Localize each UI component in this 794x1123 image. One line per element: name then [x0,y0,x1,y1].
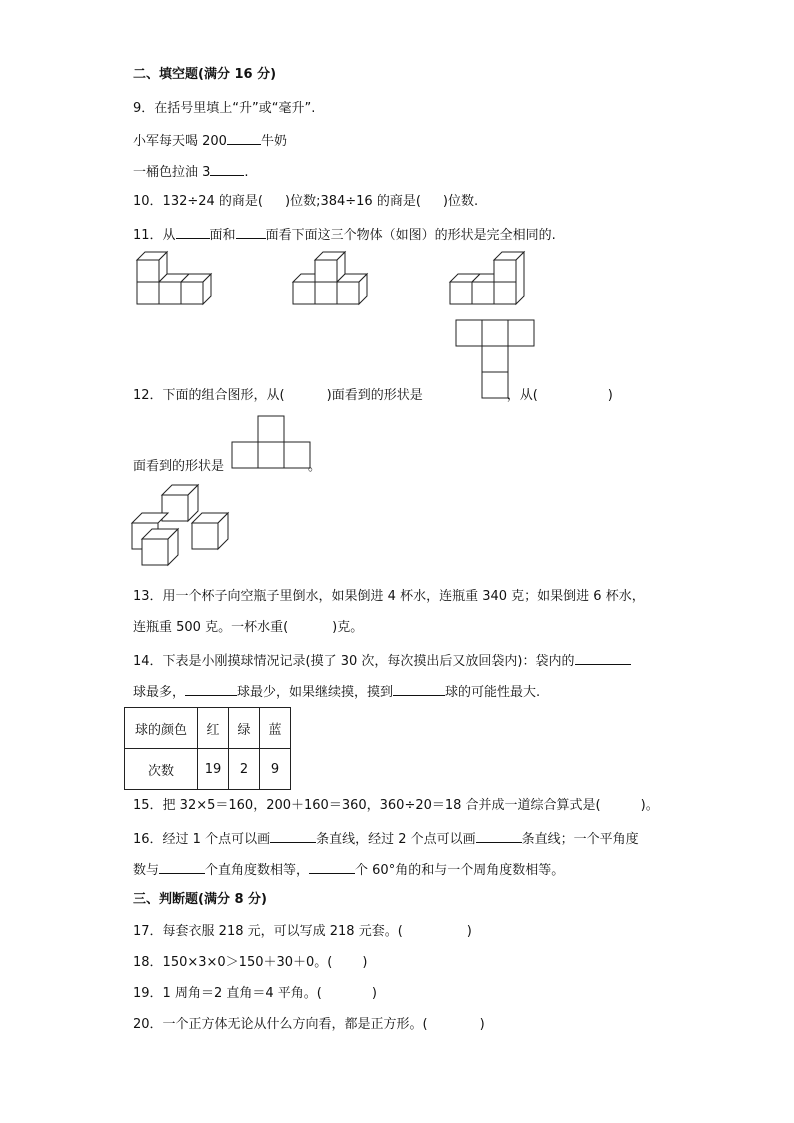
section-heading-fill: 二、填空题(满分 16 分) [133,67,277,82]
question-13-line-1: 13．用一个杯子向空瓶子里倒水，如果倒进 4 杯水，连瓶重 340 克；如果倒进 6 杯水， [133,589,645,604]
q12-text-d: ) [607,388,613,403]
q16-text-f: 个 60°角的和与一个周角度数相等。 [355,863,565,878]
question-12-line-2 [133,458,321,476]
q12-text-a: 12．下面的组合图形，从( [133,388,285,403]
section-heading-judge: 三、判断题(满分 8 分) [133,892,267,907]
q11-object-c-figure [450,252,540,304]
q12-cube-cross-figure [132,485,232,557]
q17-text-b: ) [466,924,472,939]
question-16-line-1 [133,828,639,849]
q12-text-b: )面看到的形状是 [326,388,423,403]
q14-text-b: 球最少，如果继续摸，摸到 [237,685,394,700]
q16-text-a: 16．经过 1 个点可以画 [133,832,271,847]
question-13-line-2 [133,619,363,637]
q18-text-b: ) [362,955,368,970]
answer-blank[interactable] [185,681,237,696]
q16-text-b: 条直线，经过 2 个点可以画 [316,832,476,847]
question-18 [133,954,367,972]
q14-text-a: 球最多， [133,685,186,700]
table-cell: 9 [260,749,291,790]
q10-text-a: 10．132÷24 的商是( [133,194,263,209]
table-cell: 19 [198,749,229,790]
question-9-stem: 9．在括号里填上“升”或“毫升”. [133,101,316,116]
table-row [125,708,291,749]
q20-text-a: 20．一个正方体无论从什么方向看，都是正方形。( [133,1017,428,1032]
answer-blank[interactable] [270,828,316,843]
question-14-line-2 [133,681,540,702]
question-14-line-1 [133,650,631,671]
ball-tally-table [124,707,291,790]
question-16-line-2 [133,859,564,880]
q17-text-a: 17．每套衣服 218 元，可以写成 218 元套。( [133,924,403,939]
answer-blank[interactable] [393,681,445,696]
question-9-line-1 [133,130,287,151]
table-cell: 红 [198,708,229,749]
q11-text-b: 面和 [209,228,236,243]
answer-blank[interactable] [309,859,355,874]
q9-line1-tail: 牛奶 [260,134,287,149]
q19-text-b: ) [371,986,377,1001]
q19-text-a: 19．1 周角＝2 直角＝4 平角。( [133,986,322,1001]
table-cell: 2 [229,749,260,790]
answer-blank[interactable] [176,224,210,239]
question-20 [133,1016,485,1034]
table-row [125,749,291,790]
table-header-cell: 球的颜色 [125,708,198,749]
answer-blank[interactable] [210,161,244,176]
question-17 [133,923,472,941]
q14-line1-text: 14．下表是小刚摸球情况记录(摸了 30 次，每次摸出后又放回袋内)：袋内的 [133,654,575,669]
q13-text-a: 连瓶重 500 克。一杯水重( [133,620,289,635]
q16-text-d: 数与 [133,863,160,878]
table-cell: 绿 [229,708,260,749]
q11-text-a: 11．从 [133,228,176,243]
answer-blank[interactable] [575,650,631,665]
answer-blank[interactable] [227,130,261,145]
q18-text-a: 18．150×3×0＞150＋30＋0。( [133,955,333,970]
question-9-line-2 [133,161,249,182]
q11-object-a-figure [137,252,217,304]
q16-text-c: 条直线；一个平角度 [521,832,639,847]
answer-blank[interactable] [476,828,522,843]
q13-text-b: )克。 [332,620,364,635]
question-11 [133,224,556,245]
q12-text-c: ，从( [506,388,538,403]
table-header-cell: 次数 [125,749,198,790]
q15-text-a: 15．把 32×5＝160，200＋160＝360，360÷20＝18 合并成一道综合算式是( [133,798,601,813]
q9-line1-text: 小军每天喝 200 [133,134,227,149]
q9-line2-text: 一桶色拉油 3 [133,165,211,180]
q10-text-b: )位数;384÷16 的商是( [285,194,421,209]
q12-text-f: 。 [308,459,322,474]
q10-text-c: )位数. [442,194,479,209]
q16-text-e: 个直角度数相等， [205,863,310,878]
question-15 [133,797,659,815]
question-10 [133,193,478,211]
q20-text-b: ) [479,1017,485,1032]
question-19 [133,985,377,1003]
table-cell: 蓝 [260,708,291,749]
q11-object-b-figure [293,252,383,306]
q9-line2-tail: . [244,165,249,180]
q14-text-c: 球的可能性最大. [445,685,541,700]
q11-text-c: 面看下面这三个物体（如图）的形状是完全相同的. [265,228,556,243]
q15-text-b: )。 [640,798,659,813]
answer-blank[interactable] [236,224,266,239]
answer-blank[interactable] [159,859,205,874]
question-12-line-1 [133,387,613,405]
q12-text-e: 面看到的形状是 [133,459,225,474]
